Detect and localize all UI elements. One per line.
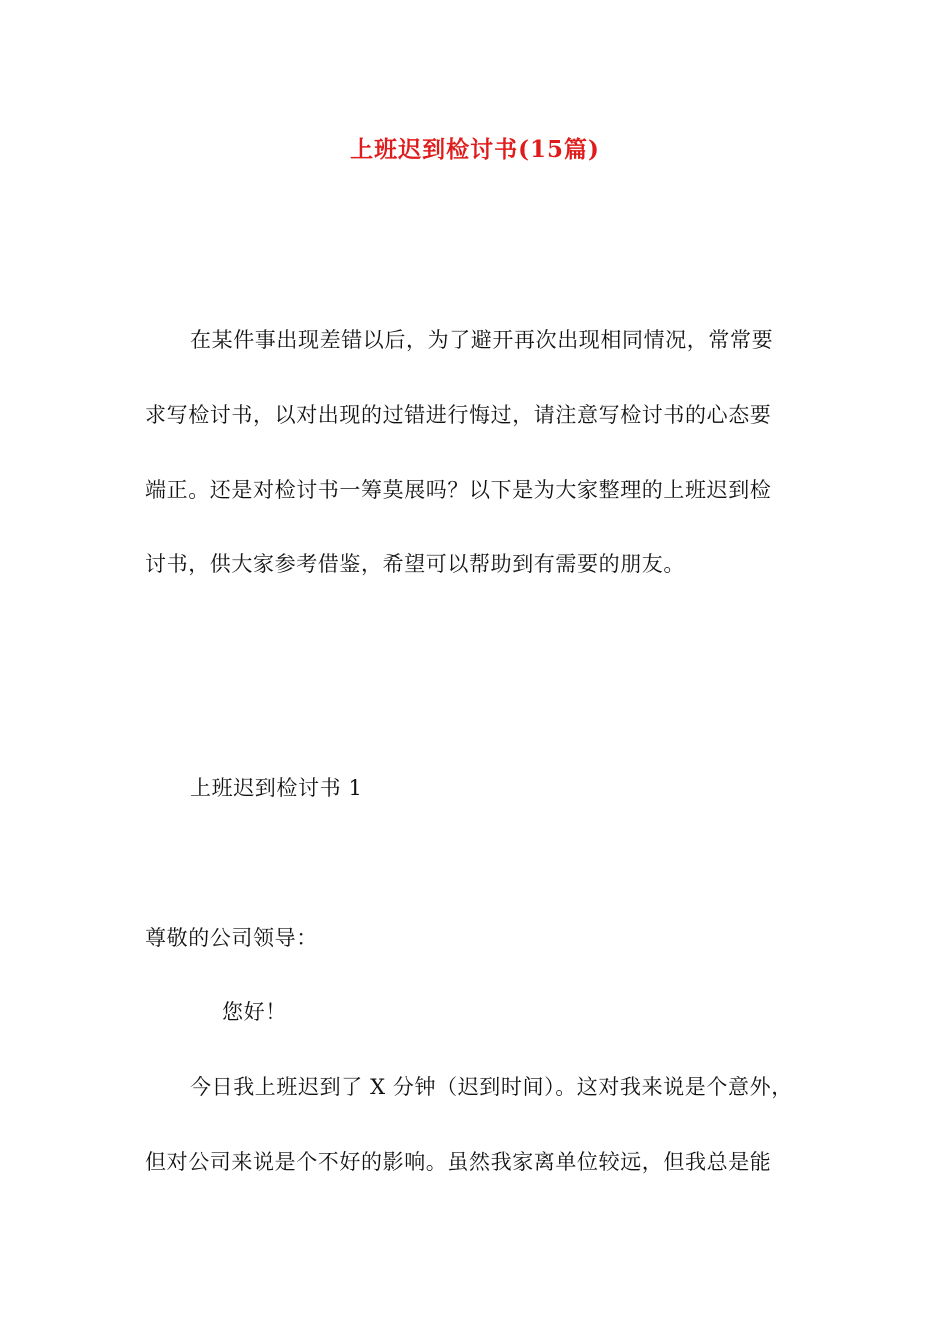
intro-line-3: 端正。还是对检讨书一筹莫展吗？以下是为大家整理的上班迟到检 [145, 478, 772, 502]
section-heading: 上班迟到检讨书 1 [190, 776, 363, 800]
body-line-2: 但对公司来说是个不好的影响。虽然我家离单位较远，但我总是能 [145, 1150, 772, 1174]
intro-line-4: 讨书，供大家参考借鉴，希望可以帮助到有需要的朋友。 [145, 552, 685, 576]
salutation: 尊敬的公司领导： [145, 926, 318, 950]
body-line-1: 今日我上班迟到了 X 分钟（迟到时间）。这对我来说是个意外， [190, 1075, 793, 1099]
intro-line-2: 求写检讨书，以对出现的过错进行悔过，请注意写检讨书的心态要 [145, 403, 772, 427]
document-title: 上班迟到检讨书(15篇) [350, 136, 600, 163]
intro-line-1: 在某件事出现差错以后，为了避开再次出现相同情况，常常要 [190, 328, 774, 352]
greeting: 您好！ [222, 1000, 287, 1024]
